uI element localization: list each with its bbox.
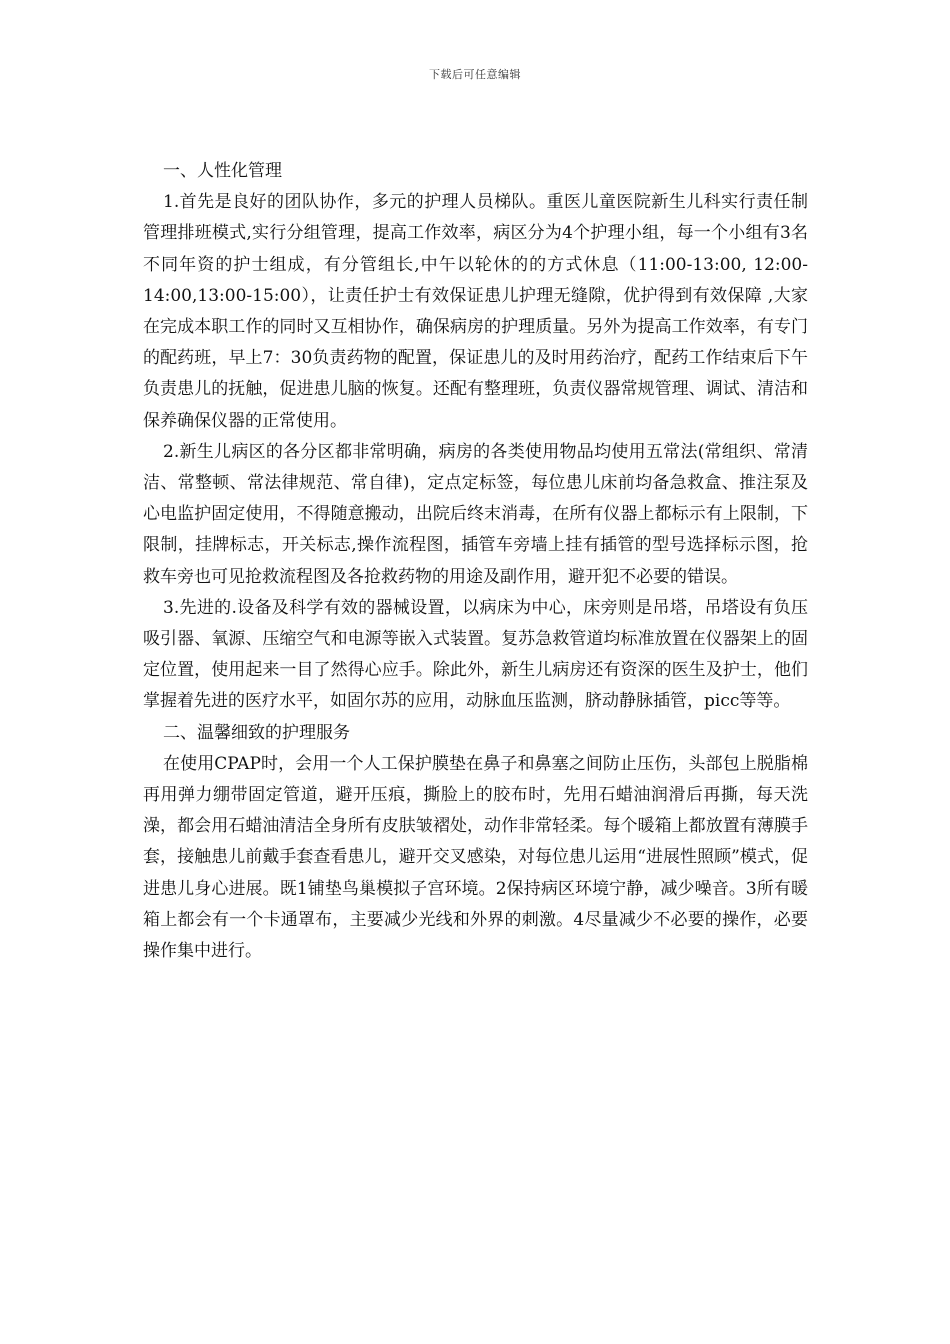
paragraph-2: 2.新生儿病区的各分区都非常明确，病房的各类使用物品均使用五常法(常组织、常清洁、常整顿、常法律规范、常自律)，定点定标签，每位患儿床前均备急救盒、推注泵及心电监护固定使用，不得随意搬动，出院后终末消毒，在所有仪器上都标示有上限制，下限制，挂牌标志，开关标志,操作流程图，插管车旁墙上挂有插管的型号选择标示图，抢救车旁也可见抢救流程图及各抢救药物的用途及副作用，避开犯不必要的错误。	[143, 441, 808, 587]
paragraph-3: 3.先进的.设备及科学有效的器械设置，以病床为中心，床旁则是吊塔，吊塔设有负压吸引器、氧源、压缩空气和电源等嵌入式装置。复苏急救管道均标准放置在仪器架上的固定位置，使用起来一目了然得心应手。除此外，新生儿病房还有资深的医生及护士，他们掌握着先进的医疗水平，如固尔苏的应用，动脉血压监测，脐动静脉插管，picc等等。	[143, 597, 808, 712]
paragraph-4: 在使用CPAP时，会用一个人工保护膜垫在鼻子和鼻塞之间防止压伤，头部包上脱脂棉再用弹力绷带固定管道，避开压痕，撕脸上的胶布时，先用石蜡油润滑后再撕，每天洗澡，都会用石蜡油清洁全身所有皮肤皱褶处，动作非常轻柔。每个暖箱上都放置有薄膜手套，接触患儿前戴手套查看患儿，避开交叉感染，对每位患儿运用“进展性照顾”模式，促进患儿身心进展。既1铺垫鸟巢模拟子宫环境。2保持病区环境宁静，减少噪音。3所有暖箱上都会有一个卡通罩布，主要减少光线和外界的刺激。4尽量减少不必要的操作，必要操作集中进行。	[143, 753, 808, 962]
section-heading-1: 一、人性化管理	[163, 161, 282, 181]
page-header-note: 下载后可任意编辑	[429, 68, 521, 81]
document-body	[143, 156, 808, 967]
paragraph-1: 1.首先是良好的团队协作，多元的护理人员梯队。重医儿童医院新生儿科实行责任制管理排班模式,实行分组管理，提高工作效率，病区分为4个护理小组，每一个小组有3名不同年资的护士组成，有分管组长,中午以轮休的的方式休息（11:00-13:00, 12:00-14:00,13:00-15:00），让责任护士有效保证患儿护理无缝隙，优护得到有效保障 ,大家在完成本职工作的同时又互相协作，确保病房的护理质量。另外为提高工作效率，有专门的配药班，早上7：30负责药物的配置，保证患儿的及时用药治疗，配药工作结束后下午负责患儿的抚触，促进患儿脑的恢复。还配有整理班，负责仪器常规管理、调试、清洁和保养确保仪器的正常使用。	[143, 192, 808, 431]
section-heading-2: 二、温馨细致的护理服务	[163, 722, 350, 743]
